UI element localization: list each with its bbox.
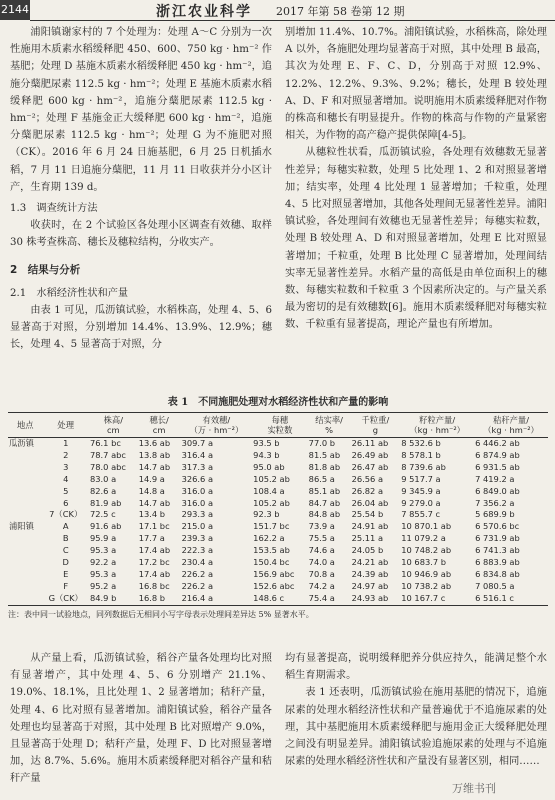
table-cell-value: 93.5 b (253, 438, 280, 448)
table-cell-value: 26.49 ab (351, 449, 389, 460)
table-cell-value: 84.8 ab (308, 509, 341, 520)
table-cell-value: 16.8 bc (138, 580, 170, 591)
table-cell-value: 5 689.9 b (475, 509, 515, 520)
table-cell-value: 76.1 bc (89, 438, 121, 448)
table-cell-value: 226.2 a (181, 580, 214, 591)
table-cell-value: 78.0 abc (89, 461, 126, 472)
paragraph-statistics: 收获时，在 2 个试验区各处理小区调查有效穗、取样 30 株考查株高、穗长及穗粒结构，分收实产。 (10, 220, 272, 249)
table-cell-value: 92.2 a (89, 557, 117, 568)
table-cell-value: 6 849.0 ab (475, 485, 520, 496)
table-cell-value: 6 883.9 ab (475, 557, 520, 568)
paragraph-yield-cont: 均有显著提高，说明缓释肥养分供应持久，能满足整个水稻生育期需求。 (285, 653, 547, 682)
table-cell-value: 83.0 a (89, 473, 117, 484)
table-row (8, 593, 548, 605)
table-row (8, 521, 548, 533)
table-header-cell: 秸秆产量/ （kg · hm⁻²） (474, 413, 548, 438)
table-cell-value: 10 946.9 ab (401, 568, 452, 579)
table-cell-value: 6 570.6 bc (475, 521, 520, 532)
table-cell-value: 326.6 a (181, 473, 214, 484)
table-cell-value: 162.2 a (253, 533, 285, 544)
table-cell-treatment: 5 (63, 485, 69, 496)
table-1 (8, 393, 548, 620)
table-cell-value: 95.0 ab (253, 461, 285, 472)
table-cell-value: 8 739.6 ab (401, 461, 446, 472)
table-cell-value: 239.3 a (181, 533, 214, 544)
table-cell-value: 14.7 ab (138, 497, 171, 508)
table-cell-value: 316.0 a (181, 497, 214, 508)
journal-name: 浙江农业科学 (156, 4, 252, 20)
table-cell-value: 17.4 ab (138, 568, 171, 579)
table-cell-site: 瓜沥镇 (9, 438, 34, 448)
section-heading-2-1: 2.1 水稻经济性状和产量 (10, 287, 129, 299)
header-rule (30, 20, 555, 21)
table-row (8, 474, 548, 486)
table-header-cell: 有效穗/ （万 · hm⁻²） (181, 413, 253, 438)
table-cell-value: 14.8 a (138, 485, 165, 496)
section-heading-1-3: 1.3 调查统计方法 (10, 203, 98, 215)
table-cell-value: 25.11 a (351, 533, 384, 544)
table-row (8, 462, 548, 474)
paragraph-treatments-pujiang: 浦阳镇谢家村的 7 个处理为：处理 A～C 分别为一次性施用木质素水稻缓释肥 450、600、750 kg · hm⁻² 作基肥；处理 D 基施木质素水稻缓释肥 450 kg · hm⁻²，追施分蘖肥尿素 112.5 kg · hm⁻²；处理 E 基施木质素水稻缓释肥 600 kg · hm⁻²，追施分蘖肥尿素 112.5 kg · hm⁻²；处理 F 基施金正大缓释肥 600 kg · hm⁻²，追施分蘖肥尿素 112.5 kg · hm⁻²；处理 G 为不施肥对照（CK）。2016 年 6 月 24 日施基肥，6 月 25 日机插水稻，7 月 11 日追施分蘖肥，11 月 11 日收获并分小区计产，生育期 139 d。 (10, 27, 272, 193)
table-row (8, 569, 548, 581)
table-cell-value: 6 516.1 c (474, 593, 548, 605)
table-cell-value: 86.5 a (308, 473, 335, 484)
table-cell-value: 13.8 ab (138, 449, 171, 460)
table-row (8, 557, 548, 569)
table-cell-value: 14.7 ab (138, 461, 171, 472)
table-cell-value: 6 834.8 ab (475, 568, 520, 579)
table-cell-value: 13.4 b (138, 509, 166, 520)
table-cell-value: 317.3 a (181, 461, 214, 472)
table-header-cell: 千粒重/ g (351, 413, 401, 438)
table-cell-site (8, 569, 42, 581)
table-cell-value: 10 167.7 c (400, 593, 474, 605)
table-cell-value: 95.9 a (89, 533, 117, 544)
right-column-bottom (285, 650, 547, 770)
table-cell-value: 95.2 a (89, 580, 117, 591)
table-cell-value: 24.93 ab (351, 593, 401, 605)
table-cell-value: 150.4 bc (253, 557, 290, 568)
table-cell-value: 6 446.2 ab (475, 438, 520, 448)
table-cell-value: 9 345.9 a (401, 485, 441, 496)
table-cell-treatment: A (62, 521, 69, 532)
table-cell-treatment: 4 (63, 473, 69, 484)
table-cell-site: 浦阳镇 (9, 521, 34, 532)
table-cell-value: 24.21 ab (351, 557, 389, 568)
table-cell-value: 94.3 b (253, 449, 280, 460)
watermark: 万维书刊 (452, 782, 496, 795)
table-cell-treatment: 3 (63, 461, 69, 472)
table-cell-value: 293.3 a (181, 509, 214, 520)
table-header-cell: 籽粒产量/ （kg · hm⁻²） (400, 413, 474, 438)
table-cell-value: 152.6 abc (253, 580, 295, 591)
table-row (8, 438, 548, 450)
table-cell-value: 215.0 a (181, 521, 214, 532)
table-cell-site (8, 557, 42, 569)
table-cell-value: 6 874.9 ab (475, 449, 520, 460)
table-cell-value: 17.1 bc (138, 521, 170, 532)
table-cell-site (8, 486, 42, 498)
table-header-cell: 每穗 实粒数 (252, 413, 308, 438)
right-column-top (285, 24, 547, 334)
table-cell-value: 72.5 c (89, 509, 116, 520)
page-number: 2144 (0, 0, 30, 20)
table-cell-value: 6 931.5 ab (475, 461, 520, 472)
table-cell-value: 24.91 ab (351, 521, 389, 532)
table-note: 注：表中同一试验地点，同列数据后无相同小写字母表示处理间差异达 5% 显著水平。 (8, 609, 314, 619)
table-cell-value: 75.5 a (308, 533, 335, 544)
table-cell-value: 13.6 ab (138, 438, 171, 448)
table-cell-value: 26.56 a (351, 473, 384, 484)
table-cell-value: 151.7 bc (253, 521, 290, 532)
table-row (8, 533, 548, 545)
table-cell-site (8, 498, 42, 510)
table-cell-value: 95.3 a (89, 545, 117, 556)
table-cell-value: 70.8 a (308, 568, 335, 579)
table-cell-treatment: B (62, 533, 69, 544)
table-header-cell: 结实率/ % (308, 413, 351, 438)
table-cell-value: 226.2 a (181, 568, 214, 579)
table-cell-value: 9 517.7 a (401, 473, 441, 484)
table-cell-value: 91.6 ab (89, 521, 122, 532)
table-header-cell: 处理 (42, 413, 88, 438)
table-cell-value: 74.0 a (308, 557, 335, 568)
table-row (8, 509, 548, 521)
table-cell-value: 74.6 a (308, 545, 335, 556)
table-cell-site (8, 509, 42, 521)
table-cell-value: 17.2 bc (138, 557, 170, 568)
table-cell-value: 17.4 ab (138, 545, 171, 556)
page-header (0, 0, 555, 20)
table-cell-value: 10 683.7 b (401, 557, 447, 568)
table-header-cell: 穗长/ cm (138, 413, 181, 438)
paragraph-grain-traits: 从穗粒性状看，瓜沥镇试验，各处理有效穗数无显著性差异；每穗实粒数，处理 5 比处理 1、2 和对照显著增加；结实率，处理 4 比处理 1 显著增加；千粒重，处理 4、5 比对照显著增加，其他各处理间无显著性差异。浦阳镇试验，各处理间有效穗也无显著性差异；每穗实粒数，处理 B 较处理 A、D 和对照显著增加，处理 E 比对照显著增加；千粒重，处理 B 比处理 C 显著增加，处理间结实率无显著性差异。水稻产量的高低是由单位面积上的穗数、每穗实粒数和千粒重 3 个因素所决定的。与产量关系最为密切的是有效穗数[6]。施用木质素缓释肥对每穗实粒数、千粒重有显著提高，理论产量也有所增加。 (285, 147, 547, 331)
table-cell-site (8, 474, 42, 486)
table-cell-value: 11 079.2 a (401, 533, 446, 544)
table-cell-treatment: G（CK） (42, 593, 88, 605)
table-cell-value: 24.05 b (351, 545, 384, 556)
table-cell-value: 24.39 ab (351, 568, 389, 579)
table-cell-value: 7 080.5 a (475, 580, 515, 591)
paragraph-results-2: 别增加 11.4%、10.7%。浦阳镇试验，水稻株高，除处理 A 以外，各施肥处理均显著高于对照，其中处理 B 最高，其次为处理 E、F、C、D，分别高于对照 12.9%、12.2%、12.2%、9.3%、9.2%；穗长，处理 B 较处理 A、D、F 和对照显著增加。说明施用木质素缓释肥对作物的株高和穗长有明显提升。作物的株高与作物的产量紧密相关，为作物的高产稳产提供保障[4-5]。 (285, 27, 547, 142)
table-cell-value: 26.04 ab (351, 497, 389, 508)
table-cell-value: 16.8 b (138, 593, 181, 605)
table-cell-value: 75.4 a (308, 593, 351, 605)
table-cell-treatment: 7（CK） (49, 509, 83, 520)
left-column-top (10, 24, 272, 354)
table-cell-value: 10 738.2 ab (401, 580, 452, 591)
table-cell-value: 9 279.0 a (401, 497, 441, 508)
table-cell-site (8, 593, 42, 605)
table-cell-value: 77.0 b (308, 438, 336, 448)
table-cell-value: 17.7 a (138, 533, 165, 544)
table-cell-value: 82.6 a (89, 485, 117, 496)
table-cell-value: 7 356.2 a (475, 497, 515, 508)
table-cell-site (8, 533, 42, 545)
table-cell-value: 222.3 a (181, 545, 214, 556)
table-cell-value: 92.3 b (253, 509, 280, 520)
table-caption: 表 1 不同施肥处理对水稻经济性状和产量的影响 (167, 397, 389, 408)
table-cell-site (8, 545, 42, 557)
table-cell-value: 84.7 ab (308, 497, 341, 508)
table-cell-value: 108.4 a (253, 485, 285, 496)
table-header-cell: 地点 (8, 413, 42, 438)
table-cell-value: 78.7 abc (89, 449, 126, 460)
table-cell-value: 216.4 a (181, 593, 253, 605)
table-cell-site (8, 462, 42, 474)
table-cell-value: 85.1 ab (308, 485, 341, 496)
table-cell-value: 73.9 a (308, 521, 335, 532)
table-cell-value: 7 419.2 a (475, 473, 515, 484)
table-cell-value: 24.97 ab (351, 580, 389, 591)
table-cell-value: 8 532.6 b (401, 438, 441, 448)
table-cell-value: 230.4 a (181, 557, 214, 568)
table-cell-site (8, 581, 42, 593)
journal-issue: 2017 年第 58 卷第 12 期 (276, 5, 405, 18)
table-cell-treatment: 2 (63, 449, 69, 460)
table-row (8, 486, 548, 498)
table-row (8, 498, 548, 510)
table-cell-value: 6 741.3 ab (475, 545, 520, 556)
table-cell-treatment: 1 (63, 438, 69, 448)
table-header-cell: 株高/ cm (89, 413, 138, 438)
table-cell-value: 153.5 ab (253, 545, 290, 556)
paragraph-yield: 从产量上看，瓜沥镇试验，稻谷产量各处理均比对照有显著增产，其中处理 4、5、6 分别增产 21.1%、19.0%、18.1%，且比处理 1、2 显著增加；秸秆产量，处理 4、6 比对照有显著增加。浦阳镇试验，稻谷产量各处理也均显著高于对照，其中处理 B 比对照增产 9.0%，且显著高于处理 D；秸秆产量，处理 F、D 比对照显著增加，达 8.7%、5.6%。施用木质素缓释肥对稻谷产量和秸秆产量 (10, 653, 272, 785)
table-cell-value: 10 748.2 ab (401, 545, 452, 556)
table-cell-treatment: E (63, 568, 69, 579)
table-cell-value: 26.47 ab (351, 461, 389, 472)
table-cell-value: 309.7 a (181, 438, 214, 448)
table-cell-value: 316.0 a (181, 485, 214, 496)
table-cell-value: 316.4 a (181, 449, 214, 460)
table-cell-treatment: 6 (63, 497, 69, 508)
table-row (8, 581, 548, 593)
section-heading-2: 2 结果与分析 (10, 263, 81, 276)
table-cell-value: 95.3 a (89, 568, 117, 579)
table-cell-value: 26.11 ab (351, 438, 389, 448)
table-cell-value: 10 870.1 ab (401, 521, 452, 532)
table-row (8, 545, 548, 557)
table-cell-value: 81.8 ab (308, 461, 341, 472)
table-cell-value: 6 731.9 ab (475, 533, 520, 544)
table-cell-value: 148.6 c (252, 593, 308, 605)
paragraph-results-1: 由表 1 可见，瓜沥镇试验，水稻株高，处理 4、5、6 显著高于对照，分别增加 14.4%、13.9%、12.9%；穗长，处理 4、5 显著高于对照，分 (10, 305, 272, 351)
table-cell-value: 105.2 ab (253, 473, 290, 484)
table-cell-value: 74.2 a (308, 580, 335, 591)
table-row (8, 450, 548, 462)
data-table (8, 412, 548, 606)
table-cell-site (8, 450, 42, 462)
table-cell-value: 25.54 b (351, 509, 384, 520)
table-cell-value: 81.9 ab (89, 497, 122, 508)
table-cell-value: 105.2 ab (253, 497, 290, 508)
left-column-bottom (10, 650, 272, 788)
paragraph-urea-comparison: 表 1 还表明，瓜沥镇试验在施用基肥的情况下，追施尿素的处理水稻经济性状和产量普遍优于不追施尿素的处理，其中基肥施用木质素缓释肥与施用金正大缓释肥处理之间没有明显差异。浦阳镇试验追施尿素的处理与不追施尿素的处理水稻经济性状和产量没有显著区别，相同…… (285, 687, 547, 768)
table-cell-treatment: D (62, 557, 69, 568)
table-cell-value: 84.9 b (89, 593, 138, 605)
table-cell-value: 8 578.1 b (401, 449, 441, 460)
table-cell-treatment: F (63, 580, 69, 591)
table-cell-treatment: C (62, 545, 69, 556)
table-cell-value: 156.9 abc (253, 568, 295, 579)
table-cell-value: 14.9 a (138, 473, 165, 484)
table-cell-value: 81.5 ab (308, 449, 341, 460)
table-cell-value: 26.82 a (351, 485, 384, 496)
table-cell-value: 7 855.7 c (401, 509, 441, 520)
